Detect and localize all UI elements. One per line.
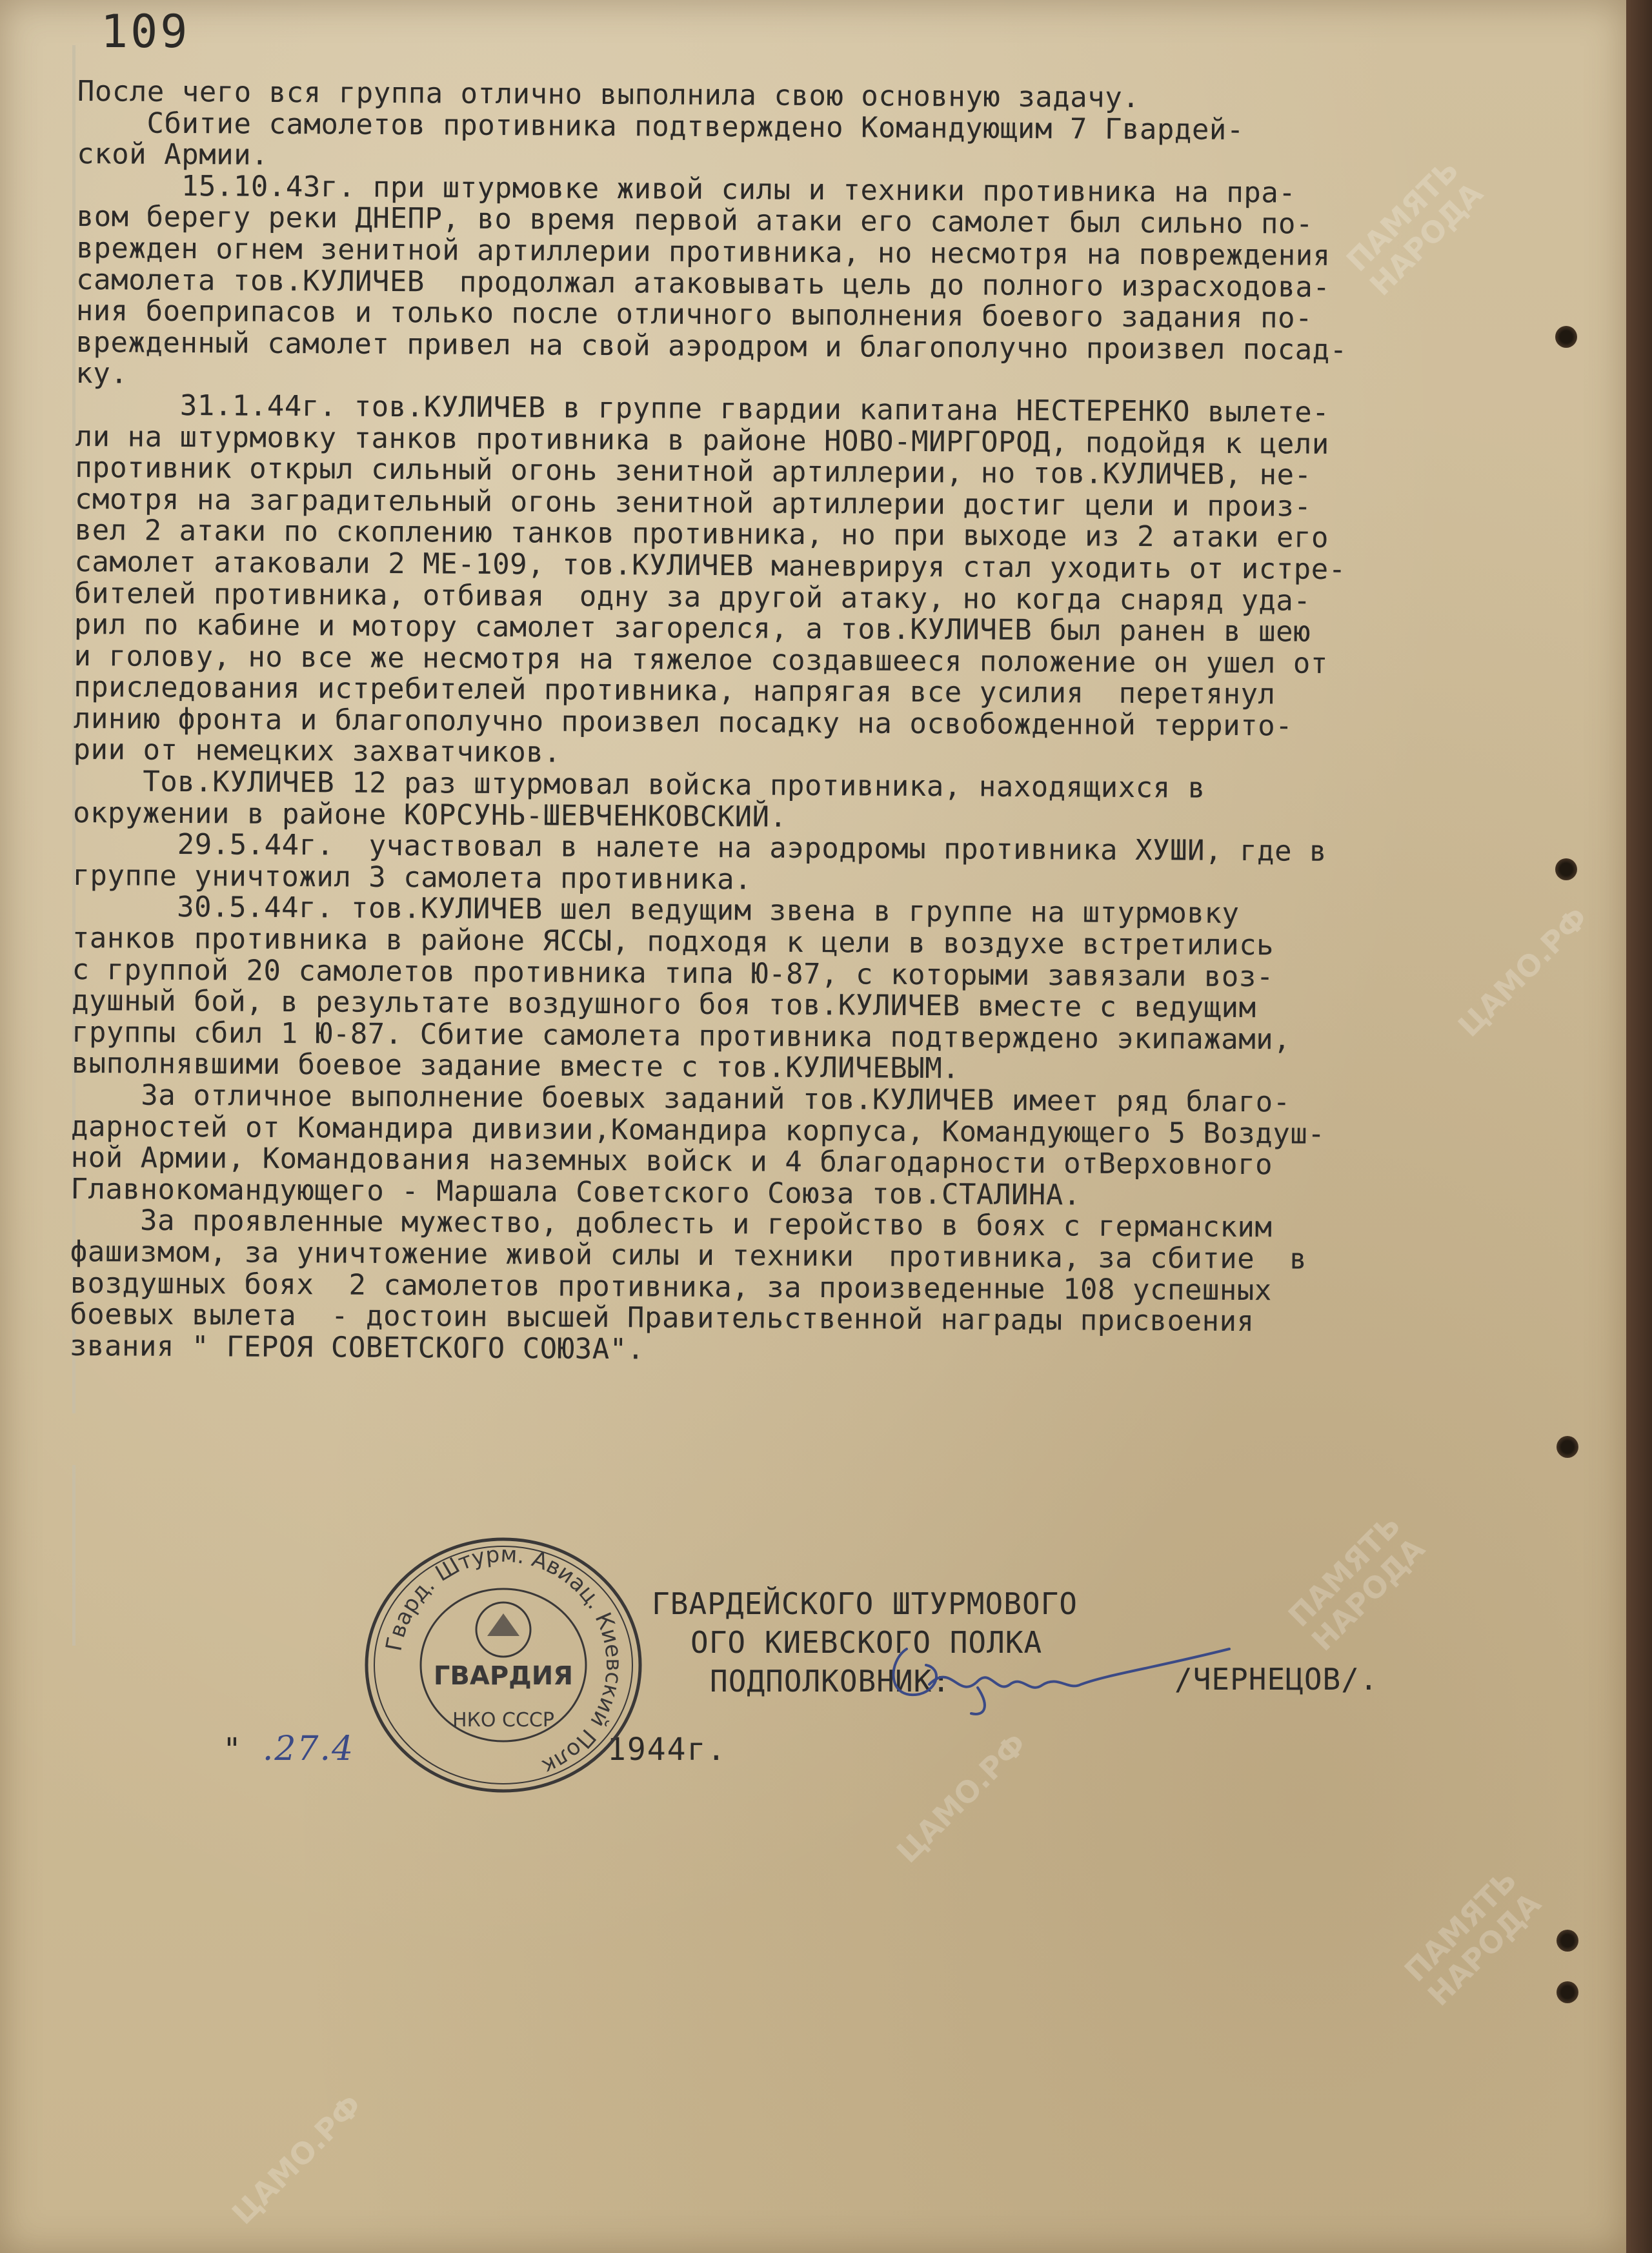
watermark: ЦАМО.РФ (225, 2087, 368, 2232)
page-number: 109 (101, 5, 190, 58)
signature-title-line: ОГО КИЕВСКОГО ПОЛКА (690, 1625, 1043, 1660)
date-handwritten: .27.4 (262, 1730, 355, 1768)
watermark: ЦАМО.РФ (889, 1726, 1033, 1870)
watermark: ЦАМО.РФ (1451, 900, 1595, 1044)
paragraph: После чего вся группа отлично выполнила свою основную задачу. (77, 75, 1140, 115)
regiment-stamp (358, 1533, 649, 1797)
paragraph: За проявленные мужество, доблесть и геройство в боях с германским фашизмом, за уничтожение живой силы и техники противника, за сбитие в воздушных боях 2 самолетов противника, за произведенные 108 успешных боевых вылета - достоин высшей Правительственной награды присвоения звания " ГЕРОЯ СОВЕТСКОГО СОЮЗА". (69, 1204, 1307, 1366)
paragraph: 31.1.44г. тов.КУЛИЧЕВ в группе гвардии капитана НЕСТЕРЕНКО вылете- ли на штурмовку танков противника в районе НОВО-МИРГОРОД, подойдя к цели противник открыл сильный огонь зенитной артиллерии, но тов.КУЛИЧЕВ, не- смотря на заградительный огонь зенитной артиллерии достиг цели и произ- вел 2 атаки по скоплению танков противника, но при выходе из 2 атаки его самолет атаковали 2 МЕ-109, тов.КУЛИЧЕВ маневрируя стал уходить от истре- бителей противника, отбивая одну за другой атаку, но когда снаряд уда- рил по кабине и мотору самолет загорелся, а тов.КУЛИЧЕВ был ранен в шею и голову, но все же несмотря на тяжелое создавшееся положение он ушел от приследования истребителей противника, напрягая все усилия перетянул линию фронта и благополучно произвел посадку на освобожденной террито- рии от немецких захватчиков. (73, 388, 1346, 770)
paragraph: Сбитие самолетов противника подтверждено Командующим 7 Гвардей- ской Армии. (77, 106, 1245, 172)
date-year: 1944г. (607, 1732, 727, 1768)
binding-hole (1556, 1930, 1578, 1952)
watermark: ПАМЯТЬ НАРОДА (1339, 152, 1490, 303)
watermark: ПАМЯТЬ НАРОДА (1281, 1508, 1432, 1658)
document-body (70, 76, 1529, 1371)
left-margin-rule-lower (72, 1465, 76, 1646)
date-quote: " (223, 1732, 243, 1768)
paragraph: 15.10.43г. при штурмовке живой силы и техники противника на пра- вом берегу реки ДНЕПР, во время первой атаки его самолет был сильно по- врежден огнем зенитной артиллерии противника, но несмотря на повреждения самолета тов.КУЛИЧЕВ продолжал атаковывать цель до полного израсходова- ния боеприпасов и только после отличного выполнения боевого задания по- врежденный самолет привел на свой аэродром и благополучно произвел посад- ку. (76, 168, 1347, 390)
watermark: ПАМЯТЬ НАРОДА (1397, 1863, 1548, 2013)
stamp-center-text: ГВАРДИЯ (433, 1661, 574, 1691)
signature-rank: ПОДПОЛКОВНИК: (710, 1664, 951, 1699)
stamp-ring-text: Гвард. Штурм. Авиац. Киевский Полк (381, 1541, 627, 1780)
paragraph: За отличное выполнение боевых заданий тов.КУЛИЧЕВ имеет ряд благо- дарностей от Командира дивизии,Командира корпуса, Командующего 5 Воздуш- ной Армии, Командования наземных войск и 4 благодарности отВерховного Главнокомандующего - Маршала Советского Союза тов.СТАЛИНА. (70, 1078, 1325, 1212)
signature-title-line: ГВАРДЕЙСКОГО ШТУРМОВОГО (652, 1586, 1078, 1621)
signatory-name: /ЧЕРНЕЦОВ/. (1174, 1662, 1378, 1697)
paragraph: 29.5.44г. участвовал в налете на аэродромы противника ХУШИ, где в группе уничтожил 3 самолета противника. (72, 827, 1327, 896)
binding-hole (1556, 1436, 1578, 1458)
paragraph: Тов.КУЛИЧЕВ 12 раз штурмовал войска противника, находящихся в окружении в районе КОРСУНЬ-ШЕВЧЕНКОВСКИЙ. (72, 765, 1205, 834)
handwritten-signature (881, 1623, 1242, 1720)
scan-edge (1626, 0, 1652, 2253)
binding-hole (1555, 326, 1577, 348)
stamp-bottom-text: НКО СССР (452, 1709, 554, 1732)
binding-hole (1555, 858, 1577, 880)
paragraph: 30.5.44г. тов.КУЛИЧЕВ шел ведущим звена в группе на штурмовку танков противника в районе ЯССЫ, подходя к цели в воздухе встретились с группой 20 самолетов противника типа Ю-87, с которыми завязали воз- душный бой, в результате воздушного боя тов.КУЛИЧЕВ вместе с ведущим группы сбил 1 Ю-87. Сбитие самолета противника подтверждено экипажами, выполнявшими боевое задание вместе с тов.КУЛИЧЕВЫМ. (71, 890, 1291, 1086)
binding-hole (1556, 1981, 1578, 2003)
